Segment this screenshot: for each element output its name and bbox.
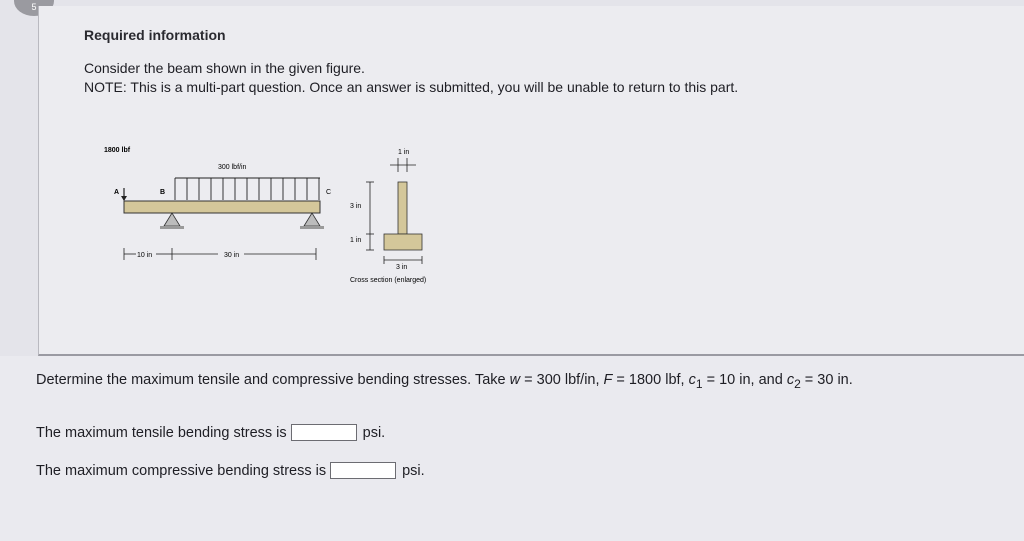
cs-flange-label: 1 in xyxy=(350,237,362,244)
dim-c1-label: 10 in xyxy=(137,252,153,259)
support-c-base xyxy=(300,226,324,229)
tensile-answer-row xyxy=(36,424,385,441)
force-label: 1800 lbf xyxy=(104,147,131,154)
compressive-label: The maximum compressive bending stress is xyxy=(36,462,327,479)
tensile-stress-input[interactable] xyxy=(291,424,357,441)
support-c xyxy=(304,213,320,226)
question-text: Determine the maximum tensile and compressive bending stresses. Take w = 300 lbf/in, F = 1800 lbf, $c_1 = 10$ in, and $c_2 = 30$ in. xyxy=(36,372,853,391)
support-b xyxy=(164,213,180,226)
info-title: Required information xyxy=(84,27,226,43)
cs-caption: Cross section (enlarged) xyxy=(350,277,427,284)
info-description: Consider the beam shown in the given figure. xyxy=(84,60,365,76)
info-note: NOTE: This is a multi-part question. Once an answer is submitted, you will be unable to return to this part. xyxy=(84,79,739,95)
beam-figure xyxy=(100,138,500,293)
tensile-label: The maximum tensile bending stress is xyxy=(36,424,287,441)
step-number: 5 xyxy=(31,2,37,12)
cs-flange xyxy=(384,234,422,250)
compressive-unit: psi. xyxy=(402,462,425,479)
beam xyxy=(124,201,320,213)
point-b-label: B xyxy=(160,189,166,196)
compressive-answer-row xyxy=(36,462,425,479)
point-c-label: C xyxy=(326,189,332,196)
cs-top-width-label: 1 in xyxy=(398,149,410,156)
cs-base-width-label: 3 in xyxy=(396,264,408,271)
beam-diagram xyxy=(100,138,500,288)
dim-c2-label: 30 in xyxy=(224,252,240,259)
point-a-label: A xyxy=(114,189,120,196)
tensile-unit: psi. xyxy=(362,424,386,441)
force-arrow-head xyxy=(121,196,127,201)
compressive-stress-input[interactable] xyxy=(330,462,396,479)
distributed-load-arrows xyxy=(175,178,319,200)
distributed-load-label: 300 lbf/in xyxy=(218,164,247,171)
support-b-base xyxy=(160,226,184,229)
cs-web xyxy=(398,182,407,234)
cs-height-label: 3 in xyxy=(350,203,362,210)
